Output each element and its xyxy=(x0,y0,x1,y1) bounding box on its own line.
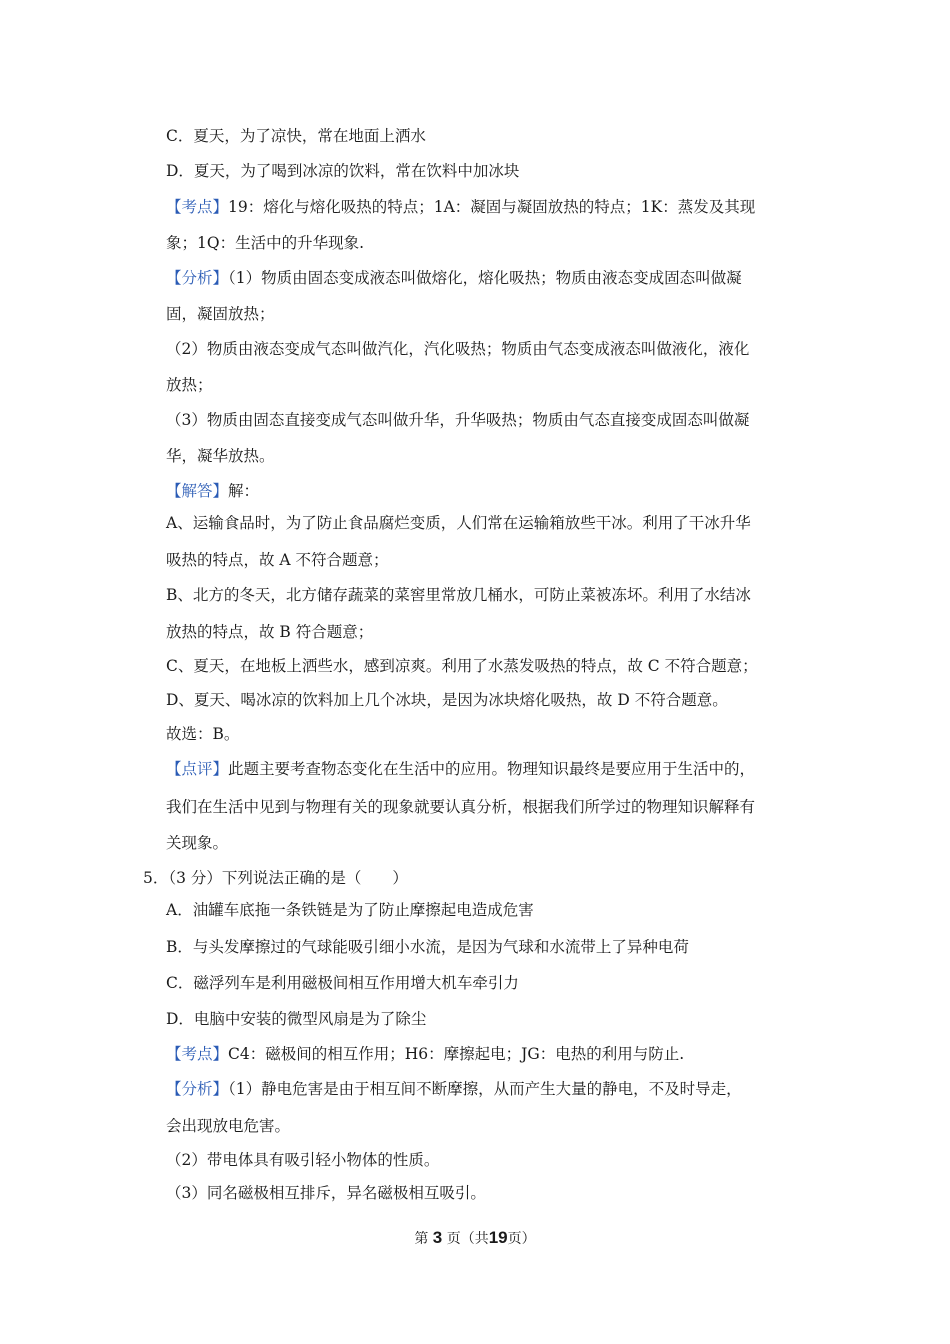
text-line: 华，凝华放热。 xyxy=(166,447,275,465)
dianping-line: 【点评】此题主要考查物态变化在生活中的应用。物理知识最终是要应用于生活中的， xyxy=(166,760,756,778)
kaodian-tag: 【考点】 xyxy=(166,1045,229,1063)
fenxi-tag: 【分析】 xyxy=(166,1080,229,1098)
text-line: 放热； xyxy=(166,376,213,394)
jieda-line: 【解答】解： xyxy=(166,482,260,500)
option-c: C．夏天，为了凉快，常在地面上洒水 xyxy=(166,127,426,145)
text-line: C、夏天，在地板上洒些水，感到凉爽。利用了水蒸发吸热的特点，故 C 不符合题意； xyxy=(166,657,758,675)
text-line: 吸热的特点，故 A 不符合题意； xyxy=(166,551,389,569)
text-line: （2）带电体具有吸引轻小物体的性质。 xyxy=(166,1151,440,1169)
text-line: 我们在生活中见到与物理有关的现象就要认真分析，根据我们所学过的物理知识解释有 xyxy=(166,798,756,816)
kaodian-tag: 【考点】 xyxy=(166,198,229,216)
text-line: 象；1Q：生活中的升华现象. xyxy=(166,234,364,252)
text-line: 关现象。 xyxy=(166,834,229,852)
fenxi-tag: 【分析】 xyxy=(166,269,229,287)
text-line: （2）物质由液态变成气态叫做汽化，汽化吸热；物质由气态变成液态叫做液化，液化 xyxy=(166,340,750,358)
fenxi-line: 【分析】（1）静电危害是由于相互间不断摩擦，从而产生大量的静电，不及时导走， xyxy=(166,1080,742,1098)
option-c: C．磁浮列车是利用磁极间相互作用增大机车牵引力 xyxy=(166,974,519,992)
page-footer: 第 3 页（共19页） xyxy=(414,1228,536,1247)
dianping-tag: 【点评】 xyxy=(166,760,229,778)
option-d: D．夏天，为了喝到冰凉的饮料，常在饮料中加冰块 xyxy=(166,162,520,180)
option-d: D．电脑中安装的微型风扇是为了除尘 xyxy=(166,1010,427,1028)
text-line: D、夏天、喝冰凉的饮料加上几个冰块，是因为冰块熔化吸热，故 D 不符合题意。 xyxy=(166,691,728,709)
option-b: B．与头发摩擦过的气球能吸引细小水流，是因为气球和水流带上了异种电荷 xyxy=(166,938,689,956)
text-line: 固，凝固放热； xyxy=(166,305,275,323)
text-line: B、北方的冬天，北方储存蔬菜的菜窖里常放几桶水，可防止菜被冻坏。利用了水结冰 xyxy=(166,586,751,604)
text-line: （3）物质由固态直接变成气态叫做升华，升华吸热；物质由气态直接变成固态叫做凝 xyxy=(166,411,750,429)
text-line: 放热的特点，故 B 符合题意； xyxy=(166,623,374,641)
fenxi-line: 【分析】（1）物质由固态变成液态叫做熔化，熔化吸热；物质由液态变成固态叫做凝 xyxy=(166,269,742,287)
question-5: 5．（3 分）下列说法正确的是（ ） xyxy=(143,869,408,887)
page-number: 3 xyxy=(432,1228,443,1247)
option-a: A．油罐车底拖一条铁链是为了防止摩擦起电造成危害 xyxy=(166,901,534,919)
kaodian-line: 【考点】19：熔化与熔化吸热的特点；1A：凝固与凝固放热的特点；1K：蒸发及其现 xyxy=(166,198,756,216)
jieda-tag: 【解答】 xyxy=(166,482,229,500)
total-pages: 19 xyxy=(488,1228,508,1247)
answer-line: 故选：B。 xyxy=(166,725,240,743)
text-line: A、运输食品时，为了防止食品腐烂变质，人们常在运输箱放些干冰。利用了干冰升华 xyxy=(166,514,751,532)
kaodian-line: 【考点】C4：磁极间的相互作用；H6：摩擦起电；JG：电热的利用与防止. xyxy=(166,1045,685,1063)
text-line: 会出现放电危害。 xyxy=(166,1117,291,1135)
text-line: （3）同名磁极相互排斥，异名磁极相互吸引。 xyxy=(166,1184,486,1202)
